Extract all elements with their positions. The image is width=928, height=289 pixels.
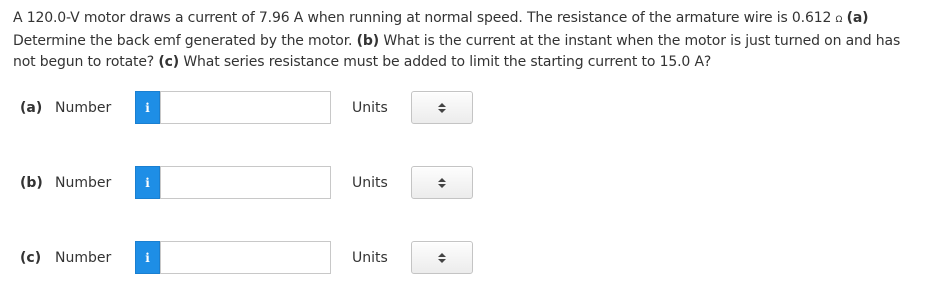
number-label-a: Number bbox=[55, 100, 112, 116]
info-icon[interactable] bbox=[135, 91, 160, 124]
part-b-marker: (b) bbox=[356, 33, 380, 49]
answer-row-c bbox=[0, 241, 928, 275]
omega-symbol: Ω bbox=[835, 15, 843, 25]
part-label-a: (a) bbox=[20, 100, 43, 116]
part-c-marker: (c) bbox=[158, 54, 180, 70]
info-icon[interactable] bbox=[135, 241, 160, 274]
units-select-a[interactable] bbox=[411, 91, 473, 124]
question-text bbox=[13, 8, 923, 73]
info-glyph: i bbox=[145, 250, 150, 265]
number-input-b[interactable] bbox=[160, 166, 331, 199]
answer-row-a bbox=[0, 91, 928, 125]
question-text-3: What is the current at the instant when the motor is just turned on and has not begun to rotate? bbox=[13, 33, 901, 70]
info-glyph: i bbox=[145, 100, 150, 115]
select-arrows-icon bbox=[438, 103, 446, 114]
question-text-1: A 120.0-V motor draws a current of 7.96 A when running at normal speed. The resistance of the armature wire is 0.612 bbox=[13, 10, 836, 26]
units-select-b[interactable] bbox=[411, 166, 473, 199]
part-a-marker: (a) bbox=[846, 10, 869, 26]
answer-row-b bbox=[0, 166, 928, 200]
info-icon[interactable] bbox=[135, 166, 160, 199]
info-glyph: i bbox=[145, 175, 150, 190]
part-label-c: (c) bbox=[20, 250, 42, 266]
units-label-a: Units bbox=[352, 100, 388, 116]
select-arrows-icon bbox=[438, 178, 446, 189]
units-select-c[interactable] bbox=[411, 241, 473, 274]
units-label-b: Units bbox=[352, 175, 388, 191]
number-input-c[interactable] bbox=[160, 241, 331, 274]
units-label-c: Units bbox=[352, 250, 388, 266]
number-label-c: Number bbox=[55, 250, 112, 266]
select-arrows-icon bbox=[438, 253, 446, 264]
number-label-b: Number bbox=[55, 175, 112, 191]
question-text-2: Determine the back emf generated by the motor. bbox=[13, 33, 357, 49]
number-input-a[interactable] bbox=[160, 91, 331, 124]
part-label-b: (b) bbox=[20, 175, 43, 191]
question-text-4: What series resistance must be added to limit the starting current to 15.0 A? bbox=[179, 54, 712, 70]
